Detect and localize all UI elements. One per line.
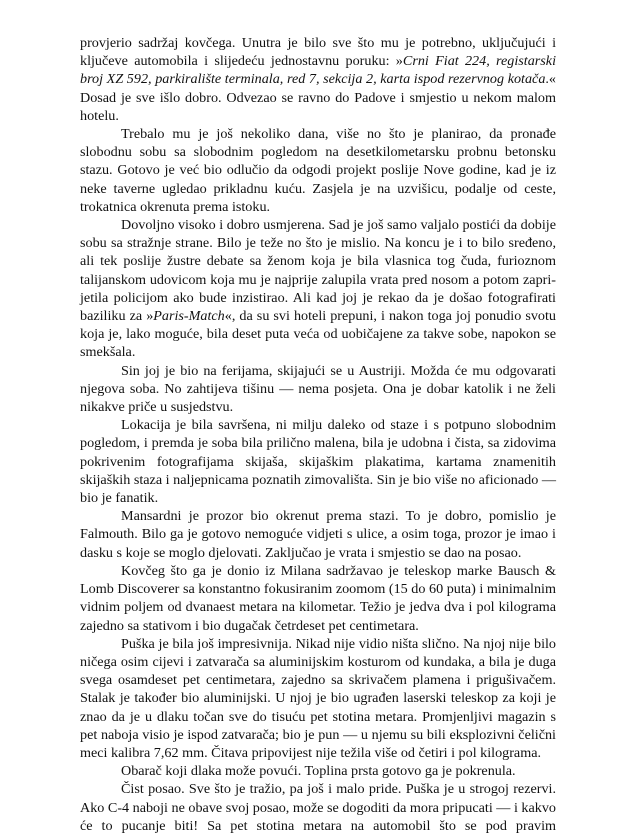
paragraph [80,762,556,780]
text-span: Mansardni je prozor bio okrenut prema stazi. To je dobro, pomislio je Falmouth. Bilo ga je gotovo nemoguće vidjeti s ulice, a osim toga, prozor je imao i dasku s koje se moglo djelovati. Zaključao je vrata i smjestio se dao na posao. [80,508,556,561]
italic-text-span: Paris-Match [153,308,225,325]
paragraph [80,507,556,562]
paragraph [80,562,556,635]
text-span: Obarač koji dlaka može povući. Toplina prsta gotovo ga je pokrenula. [121,763,516,780]
text-span: provjerio sadržaj kovčega. Unutra je bilo sve što mu je potrebno, uključujući i ključeve automobila i slijedeću jednostavnu poruku: » [80,35,556,70]
paragraph [80,416,556,507]
text-span: Dovoljno visoko i dobro usmjerena. Sad je još samo valjalo postići da dobije sobu sa stražnje strane. Bilo je teže no što je mislio. Na koncu je i to bilo sređeno, ali tek poslije žustre debate sa ženom koja je bila vlasnica tog čuda, furioznom talijanskom udovicom koja mu je najprije zalupila vrata pred nosom a potom zaprijetila policijom ako bude inzistirao. Ali kad joj je rekao da je došao fotografirati baziliku za » [80,217,556,325]
paragraph [80,125,556,216]
text-span: Lokacija je bila savršena, ni milju daleko od staze i s potpuno slobodnim pogledom, i premda je soba bila prilično malena, bila je udobna i čista, sa zidovima pokrivenim fotografijama skijaša, skijaškim plakatima, kartama znamenitih skijaških staza i naljepnicama poznatih zimovališta. Sin je bio više no aficionado — bio je fanatik. [80,417,556,507]
text-span: Trebalo mu je još nekoliko dana, više no što je planirao, da pronađe slobodnu sobu sa slobodnim pogledom na desetkilometarsku probnu betonsku stazu. Gotovo je već bio odlučio da odgodi projekt poslije Nove godine, kad je iz neke taverne ugledao prikladnu kuću. Zasjela je na uzvišicu, podalje od ceste, trokatnica okrenuta prema istoku. [80,126,556,215]
paragraph [80,362,556,417]
paragraph [80,34,556,125]
text-span: «, da su svi hoteli prepuni, i nakon toga joj ponudio svotu koja je, lako moguće, bila deset puta veća od uobičajene za takve sobe, napokon se smekšala. [80,308,556,361]
paragraph [80,216,556,362]
text-span: Puška je bila još impresivnija. Nikad nije vidio ništa slično. Na njoj nije bilo ničega osim cijevi i zatvarača sa aluminijskim kosturom od kundaka, a bila je duga svega osamdeset pet centimetara, zajedno sa skrivačem plamena i prigušivačem. Stalak je također bio aluminijski. U njoj je bio ugrađen laserski teleskop za koji je znao da je u dlaku točan sve do tisuću pet stotina metara. Promjenljivi magazin s pet naboja visio je ispod zatvarača; bio je pun — u njemu su bili eksplozivni čelični meci kalibra 7,62 mm. Čitava pripovijest nije težila više od četiri i pol kilograma. [80,635,556,761]
italic-text-span: Crni Fiat 224, registarski broj XZ 592, parkiralište terminala, red 7, sekcija 2, karta ispod rezervnog kotača [80,53,556,88]
paragraph [80,780,556,835]
text-span: Kovčeg što ga je donio iz Milana sadržavao je teleskop marke Bausch & Lomb Discoverer sa konstantno fokusiranim zoomom (15 do 60 puta) i minimalnim vidnim poljem od dvanaest metara na kilometar. Težio je jedva dva i pol kilograma zajedno sa stativom i bio dugačak četrdeset pet centimetara. [80,562,556,634]
text-span: Čist posao. Sve što je tražio, pa još i malo pride. Puška je u strogoj rezervi. Ako C-4 naboji ne obave svoj posao, može se dogoditi da mora pripucati — i kakvo će to pucanje biti! Sa pet stotina metara na automobil što se pod pravim [80,781,556,834]
paragraph [80,635,556,762]
book-page [80,34,556,835]
text-span: .« Dosad je sve išlo dobro. Odvezao se ravno do Padove i smjestio u nekom malom hotelu. [80,71,556,124]
text-span: Sin joj je bio na ferijama, skijajući se u Austriji. Možda će mu odgovarati njegova soba. No zahtijeva tišinu — nema posjeta. Ona je dobar katolik i ne želi nikakve priče u susjedstvu. [80,362,556,416]
